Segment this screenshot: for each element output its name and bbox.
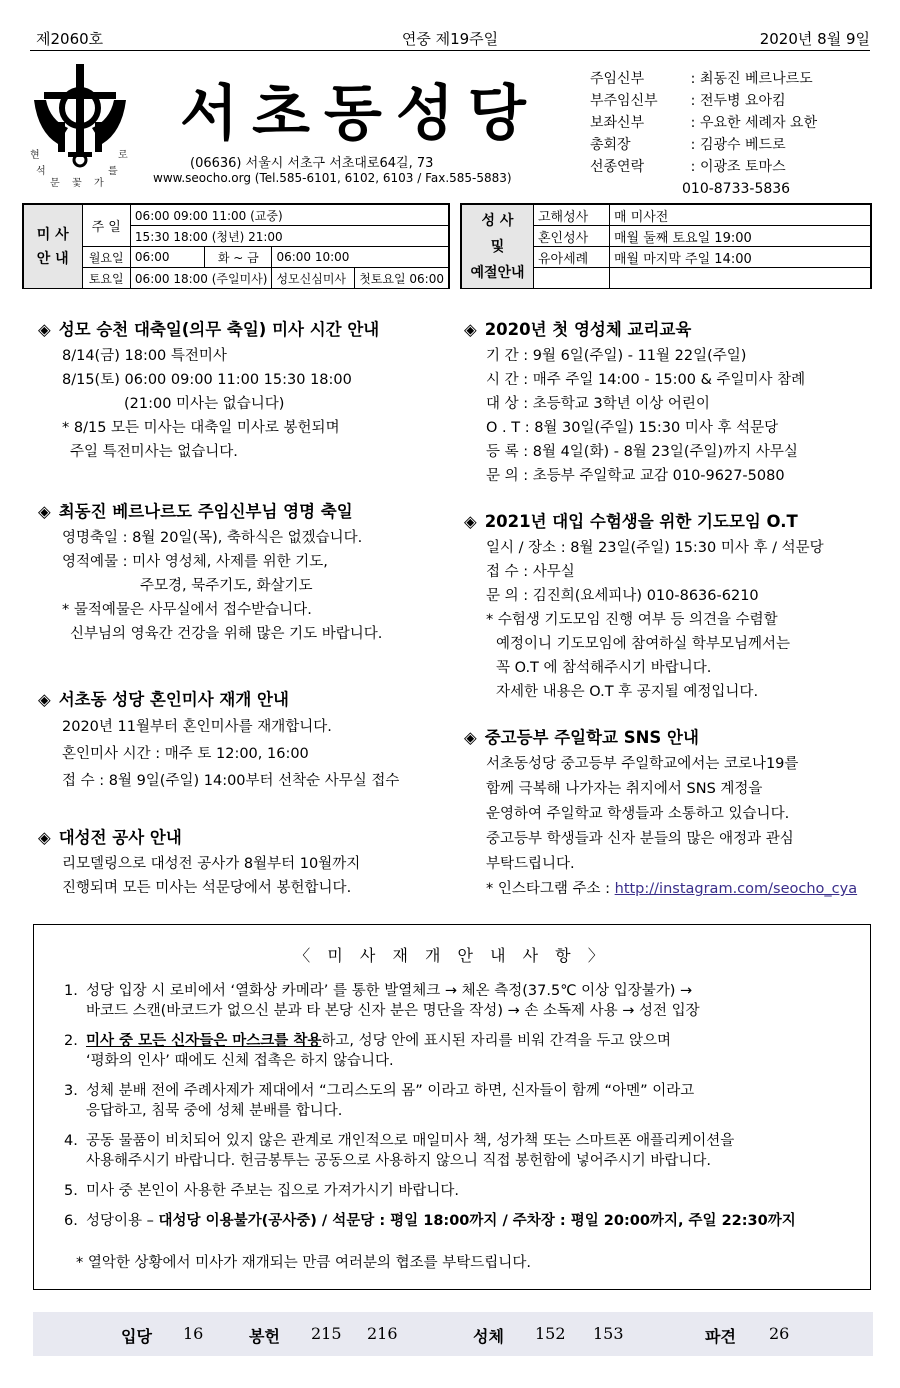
mass-resumption-notice	[33, 924, 871, 1290]
logo-letter: 를	[108, 166, 118, 177]
staff-role: 선종연락	[590, 159, 645, 175]
instagram-link[interactable]: http://instagram.com/seocho_cya	[614, 881, 858, 897]
section-exam-prayer	[464, 510, 824, 704]
logo-letter: 꽃	[72, 178, 82, 189]
staff-name: 김광수 베드로	[700, 137, 786, 153]
section-wedding	[38, 688, 399, 795]
parish-address: (06636) 서울시 서초구 서초대로64길, 73	[190, 156, 434, 171]
staff-list	[590, 68, 817, 200]
attendance-stats	[33, 1312, 873, 1356]
notice-title: 〈 미 사 재 개 안 내 사 항 〉	[294, 946, 610, 965]
sunday-times-1: 06:00 09:00 11:00 (교중)	[130, 205, 448, 226]
section-line: 접 수 : 사무실	[486, 564, 575, 580]
diamond-bullet-icon: ◈	[464, 320, 477, 339]
diamond-bullet-icon: ◈	[38, 690, 51, 709]
section-line: 중고등부 학생들과 신자 분들의 많은 애정과 관심	[486, 831, 794, 847]
logo-letter: 현	[30, 150, 40, 161]
logo-letter: 로	[118, 150, 128, 161]
section-line: 대 상 : 초등학교 3학년 이상 어린이	[486, 396, 710, 412]
entry-value: 16	[183, 1324, 204, 1343]
entry-label: 입당	[121, 1327, 152, 1346]
staff-row: 부주임신부 : 전두병 요아킴	[590, 90, 817, 112]
sacrament-time: 매 미사전	[610, 205, 871, 226]
section-line: * 8/15 모든 미사는 대축일 미사로 봉헌되며	[62, 420, 340, 436]
section-line: 자세한 내용은 O.T 후 공지될 예정입니다.	[496, 684, 759, 700]
section-line: 주일 특전미사는 없습니다.	[70, 444, 238, 460]
sacrament-name: 고해성사	[534, 205, 610, 226]
staff-role: 총회장	[590, 137, 631, 153]
notice-item: 1. 성당 입장 시 로비에서 ‘열화상 카메라’ 를 통한 발열체크 → 체온 측정(37.5℃ 이상 입장불가) → 바코드 스캔(바코드가 없으신 분과 타 본당 신자 분은 명단을 작성) → 손 소독제 사용 → 성전 입장	[64, 983, 700, 1019]
section-title: ◈ 중고등부 주일학교 SNS 안내	[464, 728, 699, 747]
section-line: 주모경, 묵주기도, 화살기도	[140, 578, 313, 594]
section-line: 등 록 : 8월 4일(화) - 8월 23일(주일)까지 사무실	[486, 444, 798, 460]
diamond-bullet-icon: ◈	[464, 512, 477, 531]
staff-row: 보좌신부 : 우요한 세례자 요한	[590, 112, 817, 134]
staff-role: 주임신부	[590, 71, 645, 87]
section-line: 함께 극복해 나가자는 취지에서 SNS 계정을	[486, 781, 763, 797]
diamond-bullet-icon: ◈	[38, 502, 51, 521]
staff-row: 주임신부 : 최동진 베르나르도	[590, 68, 817, 90]
section-title: ◈ 최동진 베르나르도 주임신부님 영명 축일	[38, 502, 353, 521]
section-title: ◈ 성모 승천 대축일(의무 축일) 미사 시간 안내	[38, 320, 380, 339]
section-first-communion	[464, 318, 805, 488]
issue-date: 2020년 8월 9일	[759, 30, 870, 48]
section-line: 꼭 O.T 에 참석해주시기 바랍니다.	[496, 660, 712, 676]
notice-item: 6. 성당이용 – 대성당 이용불가(공사중) / 석문당 : 평일 18:00까지 / 주차장 : 평일 20:00까지, 주일 22:30까지	[64, 1213, 796, 1229]
section-line: * 물적예물은 사무실에서 접수받습니다.	[62, 602, 312, 618]
parish-contact: www.seocho.org (Tel.585-6101, 6102, 6103 / Fax.585-5883)	[153, 171, 512, 185]
section-feast-day	[38, 500, 382, 646]
notice-item: 5. 미사 중 본인이 사용한 주보는 집으로 가져가시기 바랍니다.	[64, 1183, 460, 1199]
sacrament-time: 매월 마지막 주일 14:00	[610, 247, 871, 268]
section-line: 신부님의 영육간 건강을 위해 많은 기도 바랍니다.	[70, 626, 383, 642]
staff-role: 부주임신부	[590, 93, 658, 109]
sunday-label: 주 일	[82, 205, 130, 247]
parish-logo	[28, 62, 132, 189]
section-title: ◈ 대성전 공사 안내	[38, 828, 182, 847]
logo-letter: 석	[36, 166, 46, 177]
section-line: 영적예물 : 미사 영성체, 사제를 위한 기도,	[62, 554, 328, 570]
masthead-bar	[30, 26, 870, 50]
section-line: 문 의 : 김진희(요세피나) 010-8636-6210	[486, 588, 759, 604]
section-assumption	[38, 318, 379, 464]
section-line: 8/15(토) 06:00 09:00 11:00 15:30 18:00	[62, 372, 352, 388]
liturgical-week: 연중 제19주일	[401, 30, 499, 48]
instagram-line: * 인스타그램 주소 : http://instagram.com/seocho_cya	[486, 881, 858, 897]
section-line: 문 의 : 초등부 주일학교 교감 010-9627-5080	[486, 468, 785, 484]
parish-name: 서초동성당	[180, 79, 540, 149]
mass-schedule-table	[22, 203, 450, 289]
offering-value: 216	[367, 1324, 398, 1343]
diamond-bullet-icon: ◈	[38, 828, 51, 847]
section-line: 예정이니 기도모임에 참여하실 학부모님께서는	[496, 636, 790, 652]
diamond-bullet-icon: ◈	[38, 320, 51, 339]
monday-label: 월요일	[82, 247, 130, 268]
staff-row: 총회장 : 김광수 베드로	[590, 134, 817, 156]
section-construction	[38, 826, 360, 900]
marian-mass: 성모신심미사	[272, 268, 355, 289]
notice-footer: * 열악한 상황에서 미사가 재개되는 만큼 여러분의 협조를 부탁드립니다.	[76, 1255, 531, 1271]
staff-role: 보좌신부	[590, 115, 645, 131]
sacrament-table	[460, 203, 872, 289]
mass-label: 미 사 안 내	[24, 205, 83, 289]
section-line: 서초동성당 중고등부 주일학교에서는 코로나19를	[486, 756, 799, 772]
issue-number: 제2060호	[36, 30, 104, 48]
dismissal-value: 26	[769, 1324, 790, 1343]
communion-value: 153	[593, 1324, 624, 1343]
offering-label: 봉헌	[249, 1327, 280, 1346]
staff-name: 이광조 토마스	[700, 159, 786, 175]
first-saturday: 첫토요일 06:00	[355, 268, 449, 289]
sacrament-label: 성 사 및 예절안내	[462, 205, 534, 289]
notice-item: 2. 미사 중 모든 신자들은 마스크를 착용하고, 성당 안에 표시된 자리를 비워 간격을 두고 앉으며 ‘평화의 인사’ 때에도 신체 접촉은 하지 않습니다.	[64, 1033, 671, 1069]
section-line: 2020년 11월부터 혼인미사를 재개합니다.	[62, 719, 332, 735]
section-line: 리모델링으로 대성전 공사가 8월부터 10월까지	[62, 856, 361, 872]
staff-name: 우요한 세례자 요한	[700, 115, 818, 131]
sunday-times-2: 15:30 18:00 (청년) 21:00	[130, 226, 448, 247]
communion-value: 152	[535, 1324, 566, 1343]
section-line: 8/14(금) 18:00 특전미사	[62, 348, 227, 364]
section-title: ◈ 서초동 성당 혼인미사 재개 안내	[38, 690, 289, 709]
logo-letter: 가	[94, 178, 104, 189]
notice-item: 4. 공동 물품이 비치되어 있지 않은 관계로 개인적으로 매일미사 책, 성가책 또는 스마트폰 애플리케이션을 사용해주시기 바랍니다. 헌금봉투는 공동으로 사용하지 않으니 직접 봉헌함에 넣어주시기 바랍니다.	[64, 1133, 735, 1169]
section-line: 시 간 : 매주 주일 14:00 - 15:00 & 주일미사 참례	[486, 372, 806, 388]
sacrament-name: 유아세례	[534, 247, 610, 268]
staff-name: 최동진 베르나르도	[700, 71, 813, 87]
logo-letter: 문	[50, 178, 60, 189]
staff-name: 전두병 요아킴	[700, 93, 786, 109]
section-line: 일시 / 장소 : 8월 23일(주일) 15:30 미사 후 / 석문당	[486, 540, 824, 556]
section-sns	[464, 726, 857, 902]
section-line: 진행되며 모든 미사는 석문당에서 봉헌합니다.	[62, 880, 352, 896]
sacrament-name: 혼인성사	[534, 226, 610, 247]
staff-row: 선종연락 : 이광조 토마스	[590, 156, 817, 178]
tue-fri-label: 화 ~ 금	[205, 247, 272, 268]
section-line: 영명축일 : 8월 20일(목), 축하식은 없겠습니다.	[62, 530, 363, 546]
mask-emphasis: 미사 중 모든 신자들은 마스크를 착용	[86, 1033, 322, 1049]
header-rule	[30, 50, 870, 51]
offering-value: 215	[311, 1324, 342, 1343]
notice-item: 3. 성체 분배 전에 주례사제가 제대에서 “그리스도의 몸” 이라고 하면, 신자들이 함께 “아멘” 이라고 응답하고, 침묵 중에 성체 분배를 합니다.	[64, 1083, 695, 1119]
saturday-time: 06:00 18:00 (주일미사)	[130, 268, 272, 289]
monday-time: 06:00	[130, 247, 204, 268]
sacrament-time: 매월 둘째 토요일 19:00	[610, 226, 871, 247]
section-title: ◈ 2020년 첫 영성체 교리교육	[464, 320, 692, 339]
diamond-bullet-icon: ◈	[464, 728, 477, 747]
section-title: ◈ 2021년 대입 수험생을 위한 기도모임 O.T	[464, 512, 798, 531]
section-line: 기 간 : 9월 6일(주일) - 11월 22일(주일)	[486, 348, 747, 364]
section-line: (21:00 미사는 없습니다)	[124, 396, 285, 412]
section-line: 접 수 : 8월 9일(주일) 14:00부터 선착순 사무실 접수	[62, 773, 400, 789]
saturday-label: 토요일	[82, 268, 130, 289]
sacrament-name	[534, 268, 610, 289]
dismissal-label: 파견	[705, 1327, 736, 1346]
section-line: O . T : 8월 30일(주일) 15:30 미사 후 석문당	[486, 420, 779, 436]
communion-label: 성체	[473, 1327, 504, 1346]
tue-fri-time: 06:00 10:00	[272, 247, 449, 268]
sacrament-time	[610, 268, 871, 289]
section-line: 혼인미사 시간 : 매주 토 12:00, 16:00	[62, 746, 309, 762]
facility-emphasis: 대성당 이용불가(공사중) / 석문당 : 평일 18:00까지 / 주차장 : 평일 20:00까지, 주일 22:30까지	[158, 1213, 796, 1229]
section-line: 운영하여 주일학교 학생들과 소통하고 있습니다.	[486, 806, 790, 822]
section-line: 부탁드립니다.	[486, 856, 575, 872]
section-line: * 수험생 기도모임 진행 여부 등 의견을 수렴할	[486, 612, 778, 628]
staff-phone: 010-8733-5836	[682, 181, 791, 197]
